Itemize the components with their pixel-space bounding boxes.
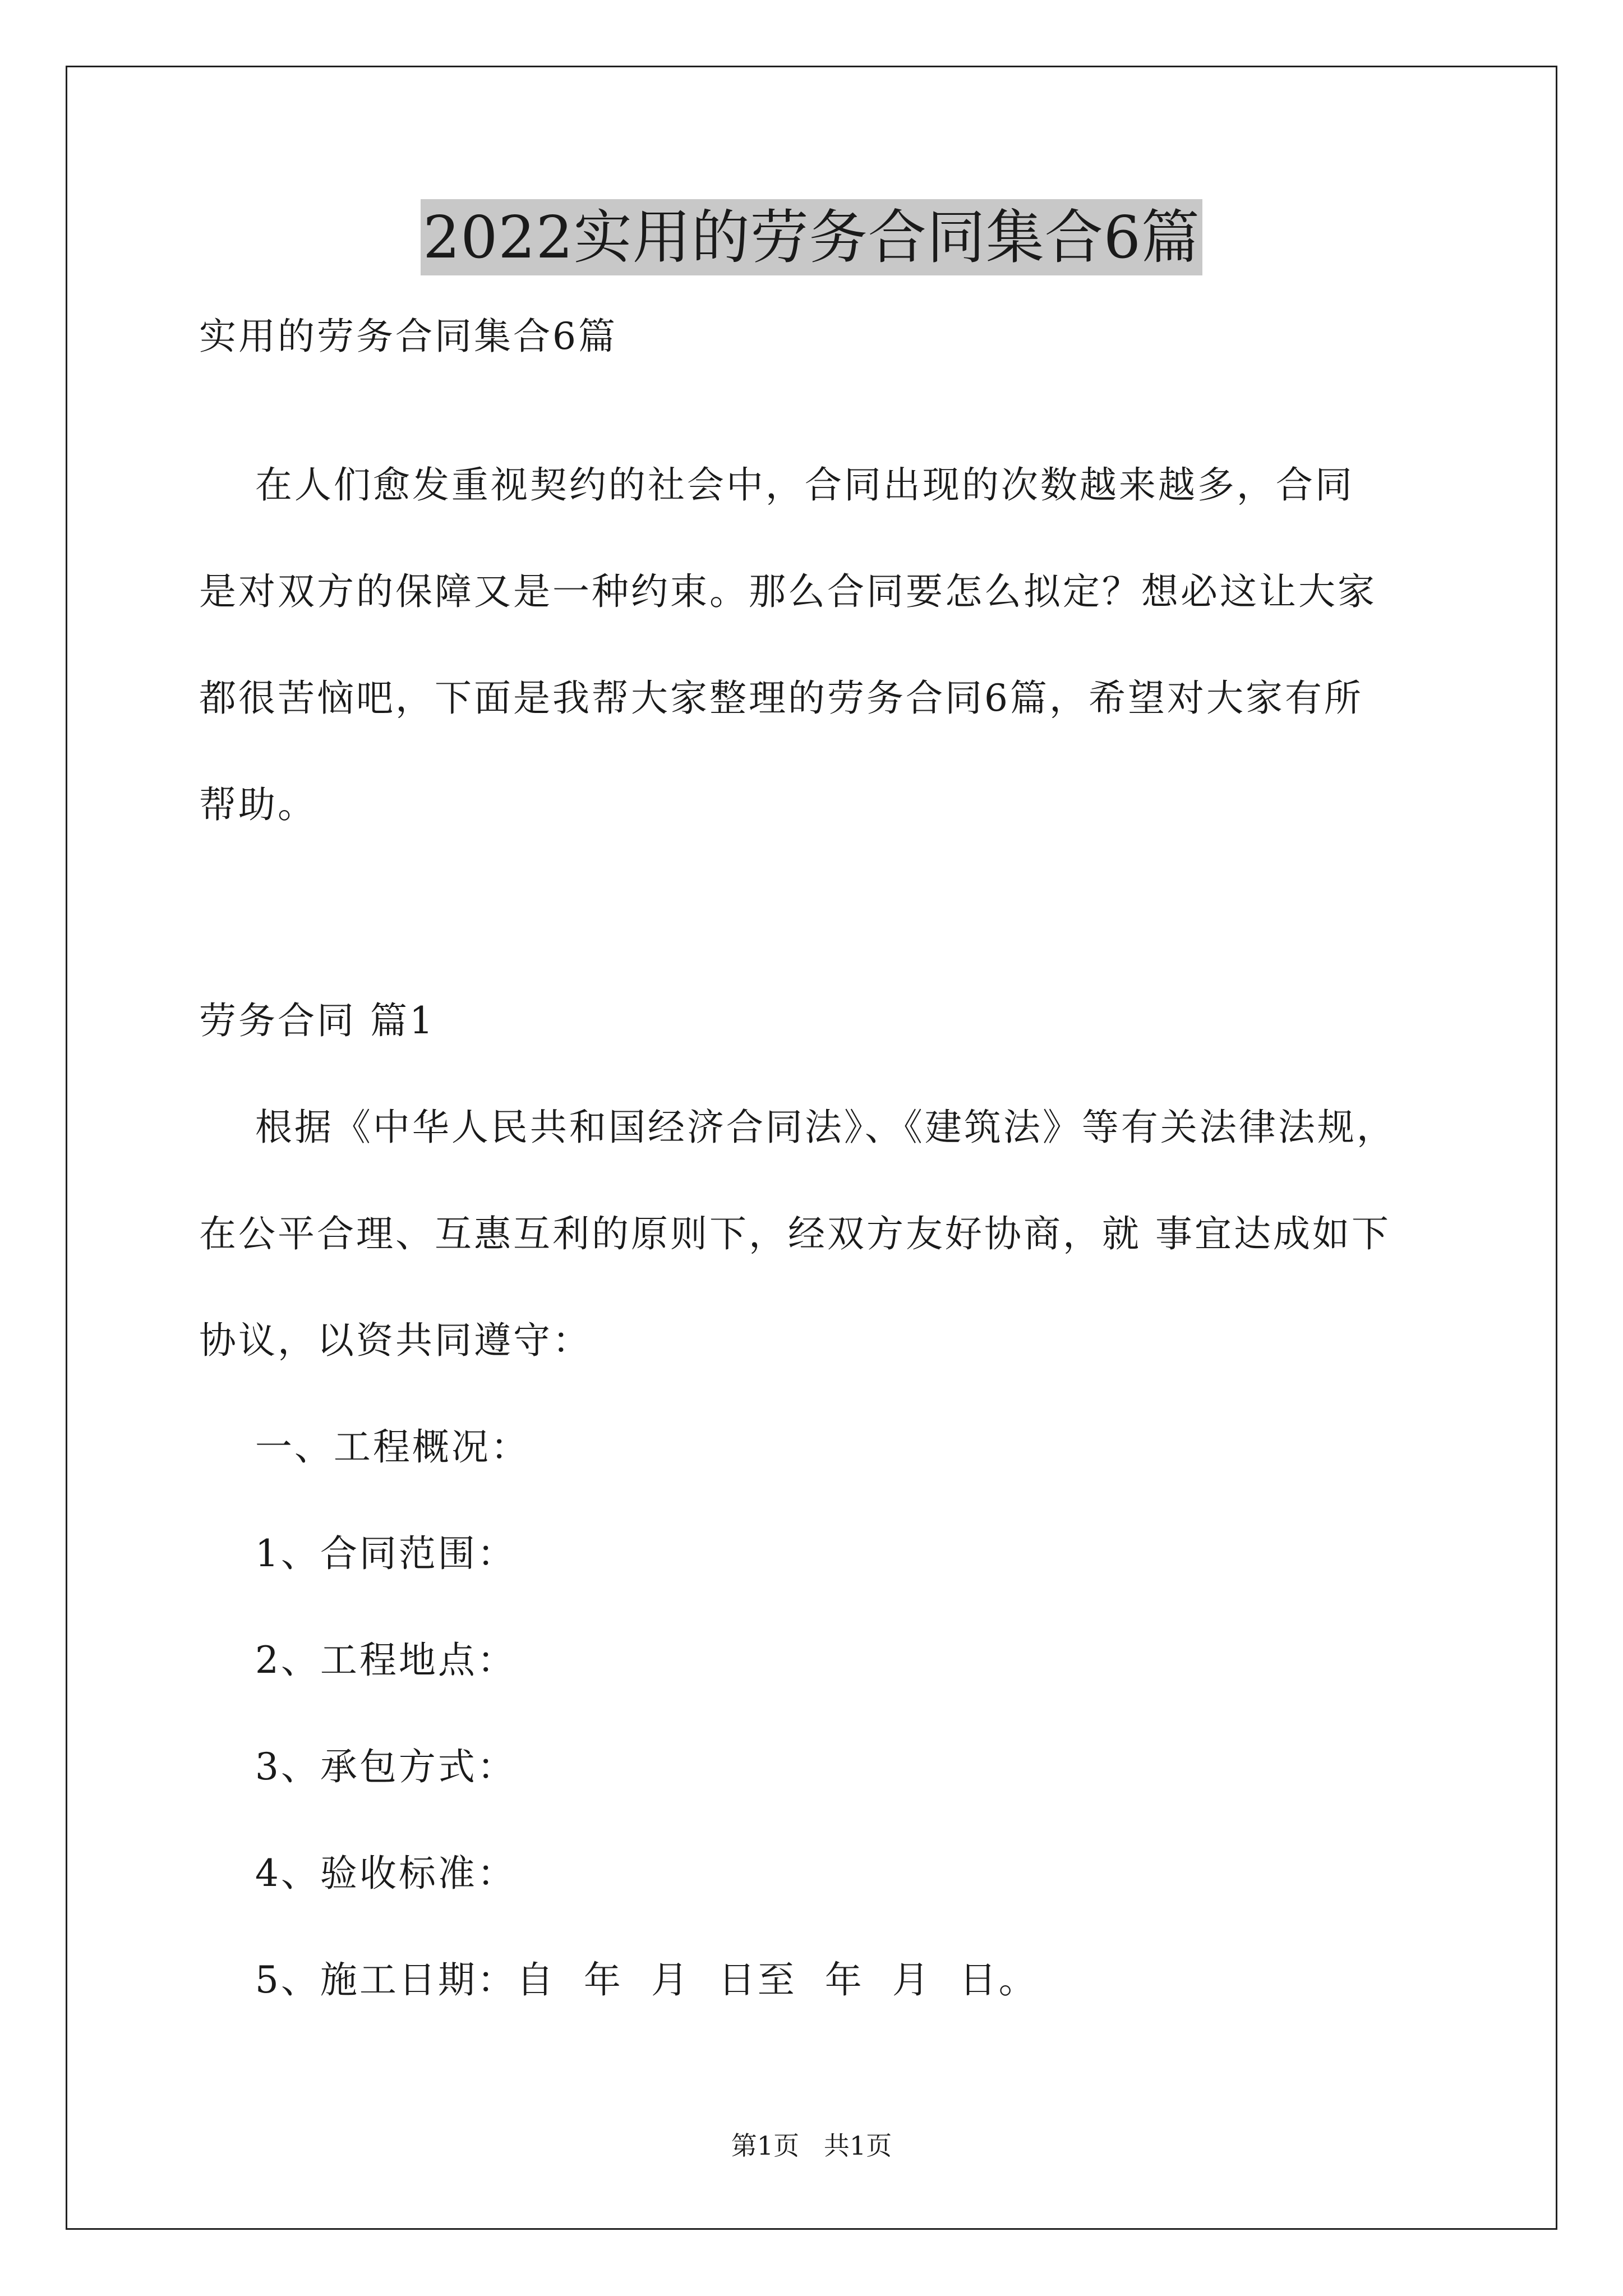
list-item: 一、工程概况：	[199, 1425, 530, 1469]
title-container	[0, 199, 1623, 275]
section-line: 根据《中华人民共和国经济合同法》、《建筑法》等有关法律法规，	[199, 1106, 1396, 1149]
list-item: 2、工程地点：	[199, 1639, 517, 1682]
document-title: 2022实用的劳务合同集合6篇	[421, 199, 1202, 275]
intro-line: 都很苦恼吧，下面是我帮大家整理的劳务合同6篇，希望对大家有所	[199, 677, 1363, 720]
intro-line: 在人们愈发重视契约的社会中，合同出现的次数越来越多，合同	[199, 463, 1354, 507]
intro-line: 帮助。	[199, 783, 317, 826]
section-line: 在公平合理、互惠互利的原则下，经双方友好协商，就 事宜达成如下	[199, 1212, 1391, 1255]
page-footer: 第1页 共1页	[731, 2131, 892, 2161]
intro-line: 是对双方的保障又是一种约束。那么合同要怎么拟定？想必这让大家	[199, 570, 1377, 613]
list-item: 5、施工日期：自 年 月 日至 年 月 日。	[199, 1958, 1038, 2001]
document-subtitle: 实用的劳务合同集合6篇	[199, 315, 617, 358]
list-item: 1、合同范围：	[199, 1532, 517, 1575]
section-heading: 劳务合同 篇1	[199, 999, 435, 1042]
list-item: 3、承包方式：	[199, 1745, 517, 1788]
list-item: 4、验收标准：	[199, 1852, 517, 1895]
section-line: 协议，以资共同遵守：	[199, 1319, 592, 1362]
